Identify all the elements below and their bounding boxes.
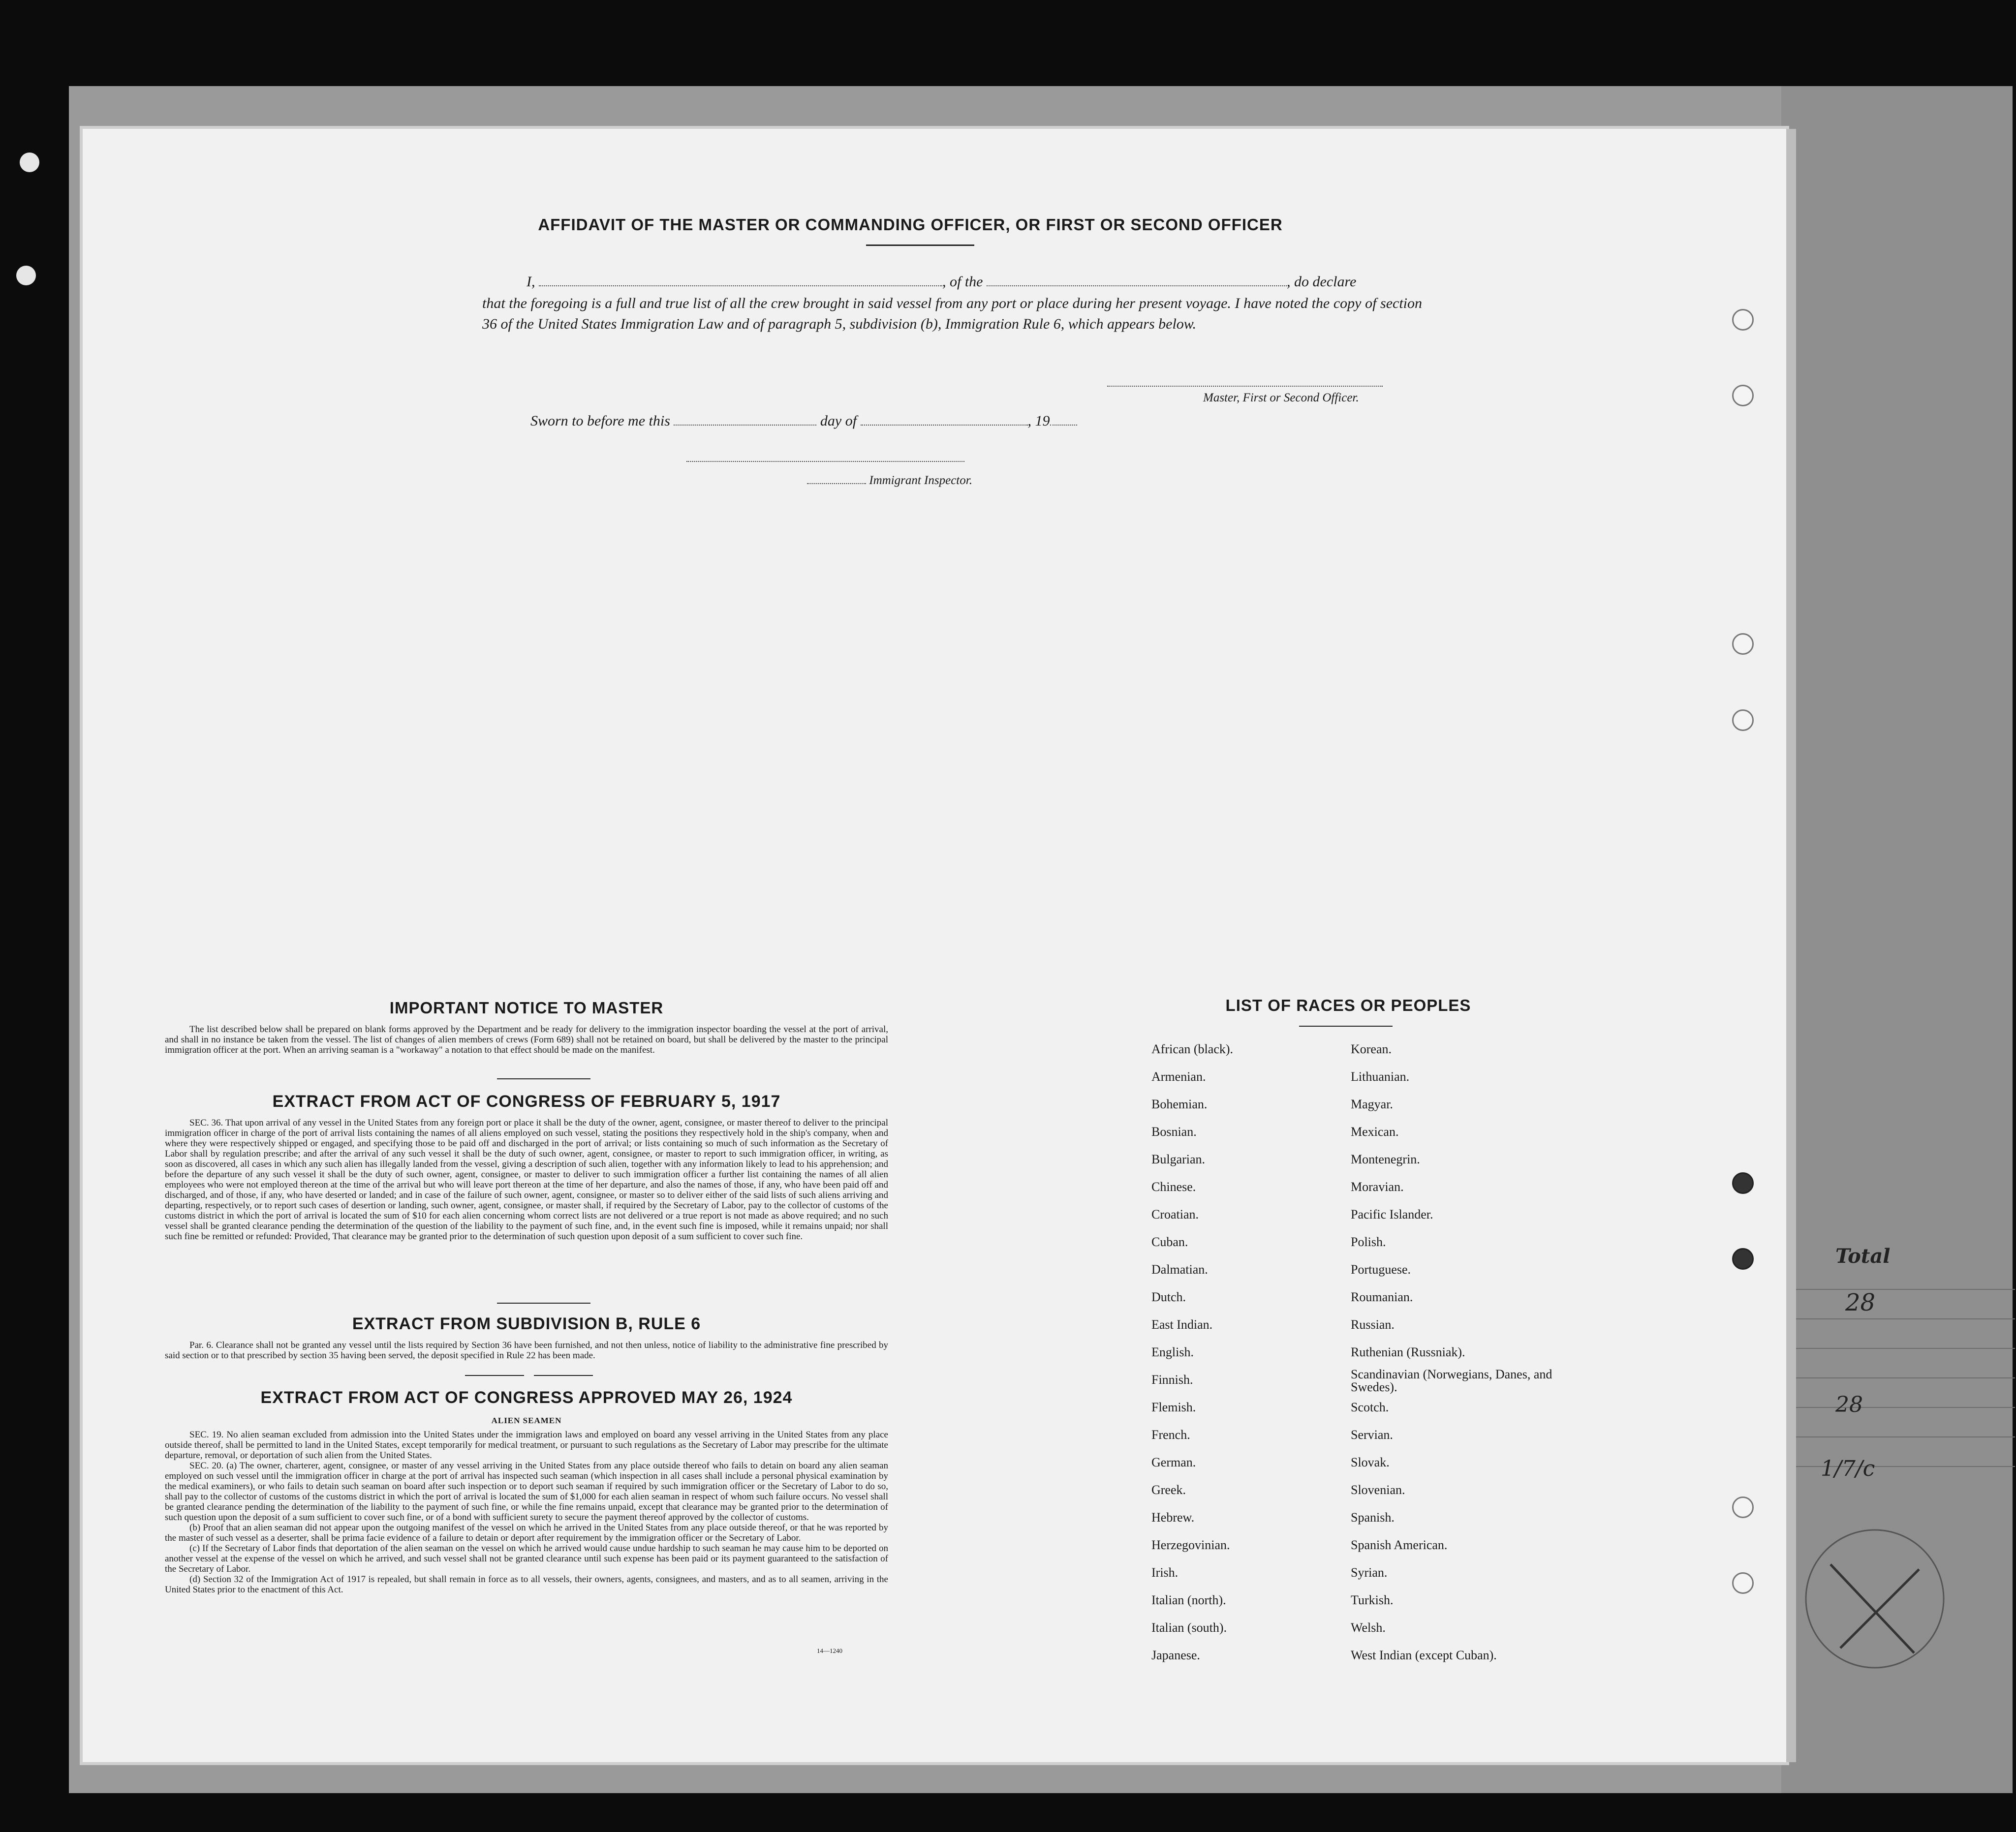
race-item: Armenian.: [1151, 1069, 1206, 1084]
binder-hole: [1732, 1572, 1754, 1594]
day-of-label: day of: [820, 413, 857, 429]
races-right-column: [1351, 1036, 1567, 1669]
inspector-blank: [807, 483, 866, 484]
master-label: Master, First or Second Officer.: [1203, 391, 1359, 404]
sec20c-paragraph: (c) If the Secretary of Labor finds that deportation of the alien seaman on the vessel on which he arrived would cause undue hardship to such seaman he may cause him to be deported on another vessel at the expense of the vessel on which he arrived, and such vessel shall not be granted clearance until such expense has been paid or its payment guaranteed to the satisfaction of the Secretary of Labor.: [165, 1543, 888, 1574]
race-item: Korean.: [1351, 1042, 1392, 1056]
master-signature-line: [1107, 385, 1383, 387]
rule-line: [1784, 1318, 2015, 1319]
binder-hole: [1732, 1172, 1754, 1194]
sworn-label: Sworn to before me this: [530, 413, 670, 429]
race-item: Polish.: [1351, 1235, 1386, 1249]
subdivision-title: EXTRACT FROM SUBDIVISION B, RULE 6: [352, 1314, 701, 1333]
sec20b-paragraph: (b) Proof that an alien seaman did not appear upon the outgoing manifest of the vessel on which he arrived in the United States from any place outside thereof, or that he was reported by the master of such vessel as a deserter, shall be prima facie evidence of a failure to detain or deport after requirement by the immigration officer or the Secretary of Labor.: [165, 1523, 888, 1543]
sec20a-paragraph: SEC. 20. (a) The owner, charterer, agent, consignee, or master of any vessel arriving in the United States from any place outside thereof who fails to detain on board any alien seaman employed on such vessel until the immigration officer in charge at the port of arrival has inspected such seaman (which inspection in all cases shall include a personal physical examination by the medical examiners), or who fails to detain such seaman on board after such inspection or to deport such seaman if required by such immigration officer or the Secretary of Labor to do so, shall pay to the collector of customs of the customs district in which the port of arrival is located the sum of $1,000 for each alien seaman in respect of whom such failure occurs. No vessel shall be granted clearance pending the determination of the liability to the payment of such fine, or while the fine remains unpaid, except that clearance may be granted prior to the determination of such question upon the deposit of a sum sufficient to cover such fine, or of a bond with sufficient surety to secure the payment thereof approved by the collector of customs.: [165, 1461, 888, 1523]
race-item: Turkish.: [1351, 1593, 1394, 1607]
race-item: Dalmatian.: [1151, 1262, 1208, 1277]
inspector-label: Immigrant Inspector.: [869, 474, 972, 487]
divider: [465, 1375, 524, 1376]
race-item: Spanish.: [1351, 1510, 1395, 1525]
race-item: Syrian.: [1351, 1565, 1388, 1580]
sec19-paragraph: SEC. 19. No alien seaman excluded from admission into the United States under the immigration laws and employed on board any vessel arriving in the United States from any place outside thereof, shall be permitted to land in the United States, except temporarily for medical treatment, or pursuant to such regulations as the Secretary of Labor may prescribe for the ultimate departure, removal, or deportation of such alien from the United States.: [165, 1430, 888, 1461]
i-label: I,: [527, 274, 535, 290]
sec20d-paragraph: (d) Section 32 of the Immigration Act of 1917 is repealed, but shall remain in force as to all vessels, their owners, agents, consignees, and masters, and as to all seamen, arriving in the United States prior to the enactment of this Act.: [165, 1574, 888, 1595]
race-item: German.: [1151, 1455, 1196, 1469]
extract-1924-body: [165, 1430, 888, 1595]
margin-note-total: Total: [1835, 1245, 1891, 1268]
race-item: Ruthenian (Russniak).: [1351, 1345, 1465, 1359]
day-blank: [674, 424, 816, 426]
race-item: Flemish.: [1151, 1400, 1196, 1414]
year-label: , 19: [1027, 413, 1050, 429]
binder-hole: [1732, 1248, 1754, 1270]
race-item: Magyar.: [1351, 1097, 1393, 1111]
rule-line: [1784, 1466, 2015, 1467]
race-item: Dutch.: [1151, 1290, 1186, 1304]
margin-note: 28: [1845, 1289, 1876, 1316]
race-item: French.: [1151, 1428, 1190, 1442]
page-edge: [1786, 129, 1796, 1762]
race-item: Finnish.: [1151, 1373, 1193, 1387]
notice-title: IMPORTANT NOTICE TO MASTER: [389, 999, 664, 1017]
rule-line: [1784, 1407, 2015, 1408]
race-item: Bosnian.: [1151, 1125, 1197, 1139]
extract-1917-title: EXTRACT FROM ACT OF CONGRESS OF FEBRUARY 5, 1917: [272, 1092, 781, 1111]
race-item: Italian (south).: [1151, 1620, 1227, 1635]
race-item: Slovenian.: [1351, 1483, 1405, 1497]
vessel-blank: [987, 285, 1287, 286]
stamp-mark: [1801, 1520, 1949, 1678]
race-item: Servian.: [1351, 1428, 1393, 1442]
race-item: Slovak.: [1351, 1455, 1390, 1469]
margin-note: 28: [1835, 1392, 1863, 1417]
race-item: Hebrew.: [1151, 1510, 1195, 1525]
inspector-signature-line: [686, 460, 964, 462]
race-item: Roumanian.: [1351, 1290, 1413, 1304]
race-item: Bulgarian.: [1151, 1152, 1206, 1166]
inspector-line: [807, 470, 972, 491]
race-item: Cuban.: [1151, 1235, 1188, 1249]
race-item: Japanese.: [1151, 1648, 1200, 1662]
race-item: Welsh.: [1351, 1620, 1386, 1635]
race-item: Spanish American.: [1351, 1538, 1448, 1552]
race-item: Russian.: [1351, 1317, 1395, 1332]
form-number: 14—1240: [817, 1647, 842, 1654]
race-item: Lithuanian.: [1351, 1069, 1410, 1084]
margin-note: 1/7/c: [1821, 1456, 1875, 1481]
binder-hole: [20, 153, 39, 172]
divider: [866, 244, 974, 246]
race-item: Greek.: [1151, 1483, 1186, 1497]
rule-line: [1784, 1436, 2015, 1437]
affidavit-body: that the foregoing is a full and true list of all the crew brought in said vessel from any port or place during her present voyage. I have noted the copy of section 36 of the United States Immigration Law and of paragraph 5, subdivision (b), Immigration Rule 6, which appears below.: [482, 295, 1422, 332]
races-left-column: [1151, 1036, 1329, 1669]
affidavit-title: AFFIDAVIT OF THE MASTER OR COMMANDING OFFICER, OR FIRST OR SECOND OFFICER: [538, 215, 1283, 234]
extract-1917-body: SEC. 36. That upon arrival of any vessel in the United States from any foreign port or place it shall be the duty of the owner, agent, consignee, or master thereof to deliver to the principal immigration officer in charge of the port of arrival lists containing the names of all aliens employed on such vessel, stating the positions they respectively hold in the ship's company, when and where they were respectively shipped or engaged, and specifying those to be paid off and discharged in the port of arrival; or lists containing so much of such information as the Secretary of Labor shall by regulation prescribe; and after the arrival of any such vessel it shall be the duty of such owner, agent, consignee, or master to report to such immigration officer, in writing, as soon as discovered, all cases in which any such alien has illegally landed from the vessel, giving a description of such alien, together with any information likely to lead to his apprehension; and before the departure of any such vessel it shall be the duty of such owner, agent, consignee, or master to deliver to such immigration officer a further list containing the names of all alien employees who were not employed thereon at the time of the arrival but who will leave port thereon at the time of her departure, and also the names of those, if any, who have been paid off and discharged, and of those, if any, who have deserted or landed; and in case of the failure of such owner, agent, consignee, or master so to deliver either of the said lists of such aliens arriving and departing, respectively, or to report such cases of desertion or landing, such owner, agent, consignee, or master shall, if required by the Secretary of Labor, pay to the collector of customs of the customs district in which the port of arrival is located the sum of $10 for each alien concerning whom correct lists are not delivered or a true report is not made as above required; and no such vessel shall be granted clearance pending the determination of the question of the liability to the payment of such fine, and, in the event such fine is imposed, while it remains unpaid; nor shall such fine be remitted or refunded: Provided, That clearance may be granted prior to the determination of such question upon deposit of a sum sufficient to cover such fine.: [165, 1118, 888, 1242]
affidavit-declaration-line: [527, 272, 1422, 292]
extract-1924-subtitle: ALIEN SEAMEN: [491, 1416, 562, 1425]
year-blank: [1050, 424, 1077, 426]
binder-hole: [16, 266, 36, 285]
races-title: LIST OF RACES OR PEOPLES: [1225, 996, 1471, 1014]
notice-body: The list described below shall be prepared on blank forms approved by the Department and be ready for delivery to the immigration inspector boarding the vessel at the port of arrival, and shall in no instance be taken from the vessel. The list of changes of alien members of crews (Form 689) shall not be retained on board, but shall be delivered by the master to the principal immigration officer at the port. When an arriving seaman is a "workaway" a notation to that effect should be made on the manifest.: [165, 1024, 888, 1055]
rule-line: [1784, 1289, 2015, 1290]
race-item: Chinese.: [1151, 1180, 1196, 1194]
race-item: Bohemian.: [1151, 1097, 1208, 1111]
race-item: Herzegovinian.: [1151, 1538, 1230, 1552]
binder-hole: [1732, 709, 1754, 731]
name-blank: [539, 285, 942, 286]
binder-hole: [1732, 633, 1754, 655]
race-item: Mexican.: [1351, 1125, 1399, 1139]
rule-line: [1784, 1377, 2015, 1378]
race-item: Scandinavian (Norwegians, Danes, and Swedes).: [1351, 1367, 1552, 1394]
race-item: Pacific Islander.: [1351, 1207, 1433, 1221]
divider: [534, 1375, 593, 1376]
race-item: Montenegrin.: [1351, 1152, 1420, 1166]
race-item: Portuguese.: [1351, 1262, 1411, 1277]
race-item: English.: [1151, 1345, 1194, 1359]
race-item: West Indian (except Cuban).: [1351, 1648, 1497, 1662]
month-blank: [861, 424, 1028, 426]
race-item: Scotch.: [1351, 1400, 1389, 1414]
race-item: Irish.: [1151, 1565, 1179, 1580]
race-item: African (black).: [1151, 1042, 1234, 1056]
divider: [497, 1303, 590, 1304]
binder-hole: [1732, 385, 1754, 406]
rule-line: [1784, 1348, 2015, 1349]
sworn-line: [530, 411, 1170, 431]
race-item: East Indian.: [1151, 1317, 1213, 1332]
divider: [497, 1078, 590, 1079]
extract-1924-title: EXTRACT FROM ACT OF CONGRESS APPROVED MAY 26, 1924: [260, 1388, 793, 1407]
divider: [1299, 1026, 1393, 1027]
do-declare-label: , do declare: [1287, 274, 1357, 290]
binder-hole: [1732, 309, 1754, 331]
of-the-label: , of the: [942, 274, 983, 290]
race-item: Moravian.: [1351, 1180, 1404, 1194]
subdivision-body: Par. 6. Clearance shall not be granted any vessel until the lists required by Section 36 have been furnished, and not then unless, notice of liability to the administrative fine prescribed by said section or to that prescribed by section 35 having been served, the deposit specified in Rule 22 has been made.: [165, 1340, 888, 1361]
race-item: Croatian.: [1151, 1207, 1199, 1221]
race-item: Italian (north).: [1151, 1593, 1226, 1607]
binder-hole: [1732, 1496, 1754, 1518]
